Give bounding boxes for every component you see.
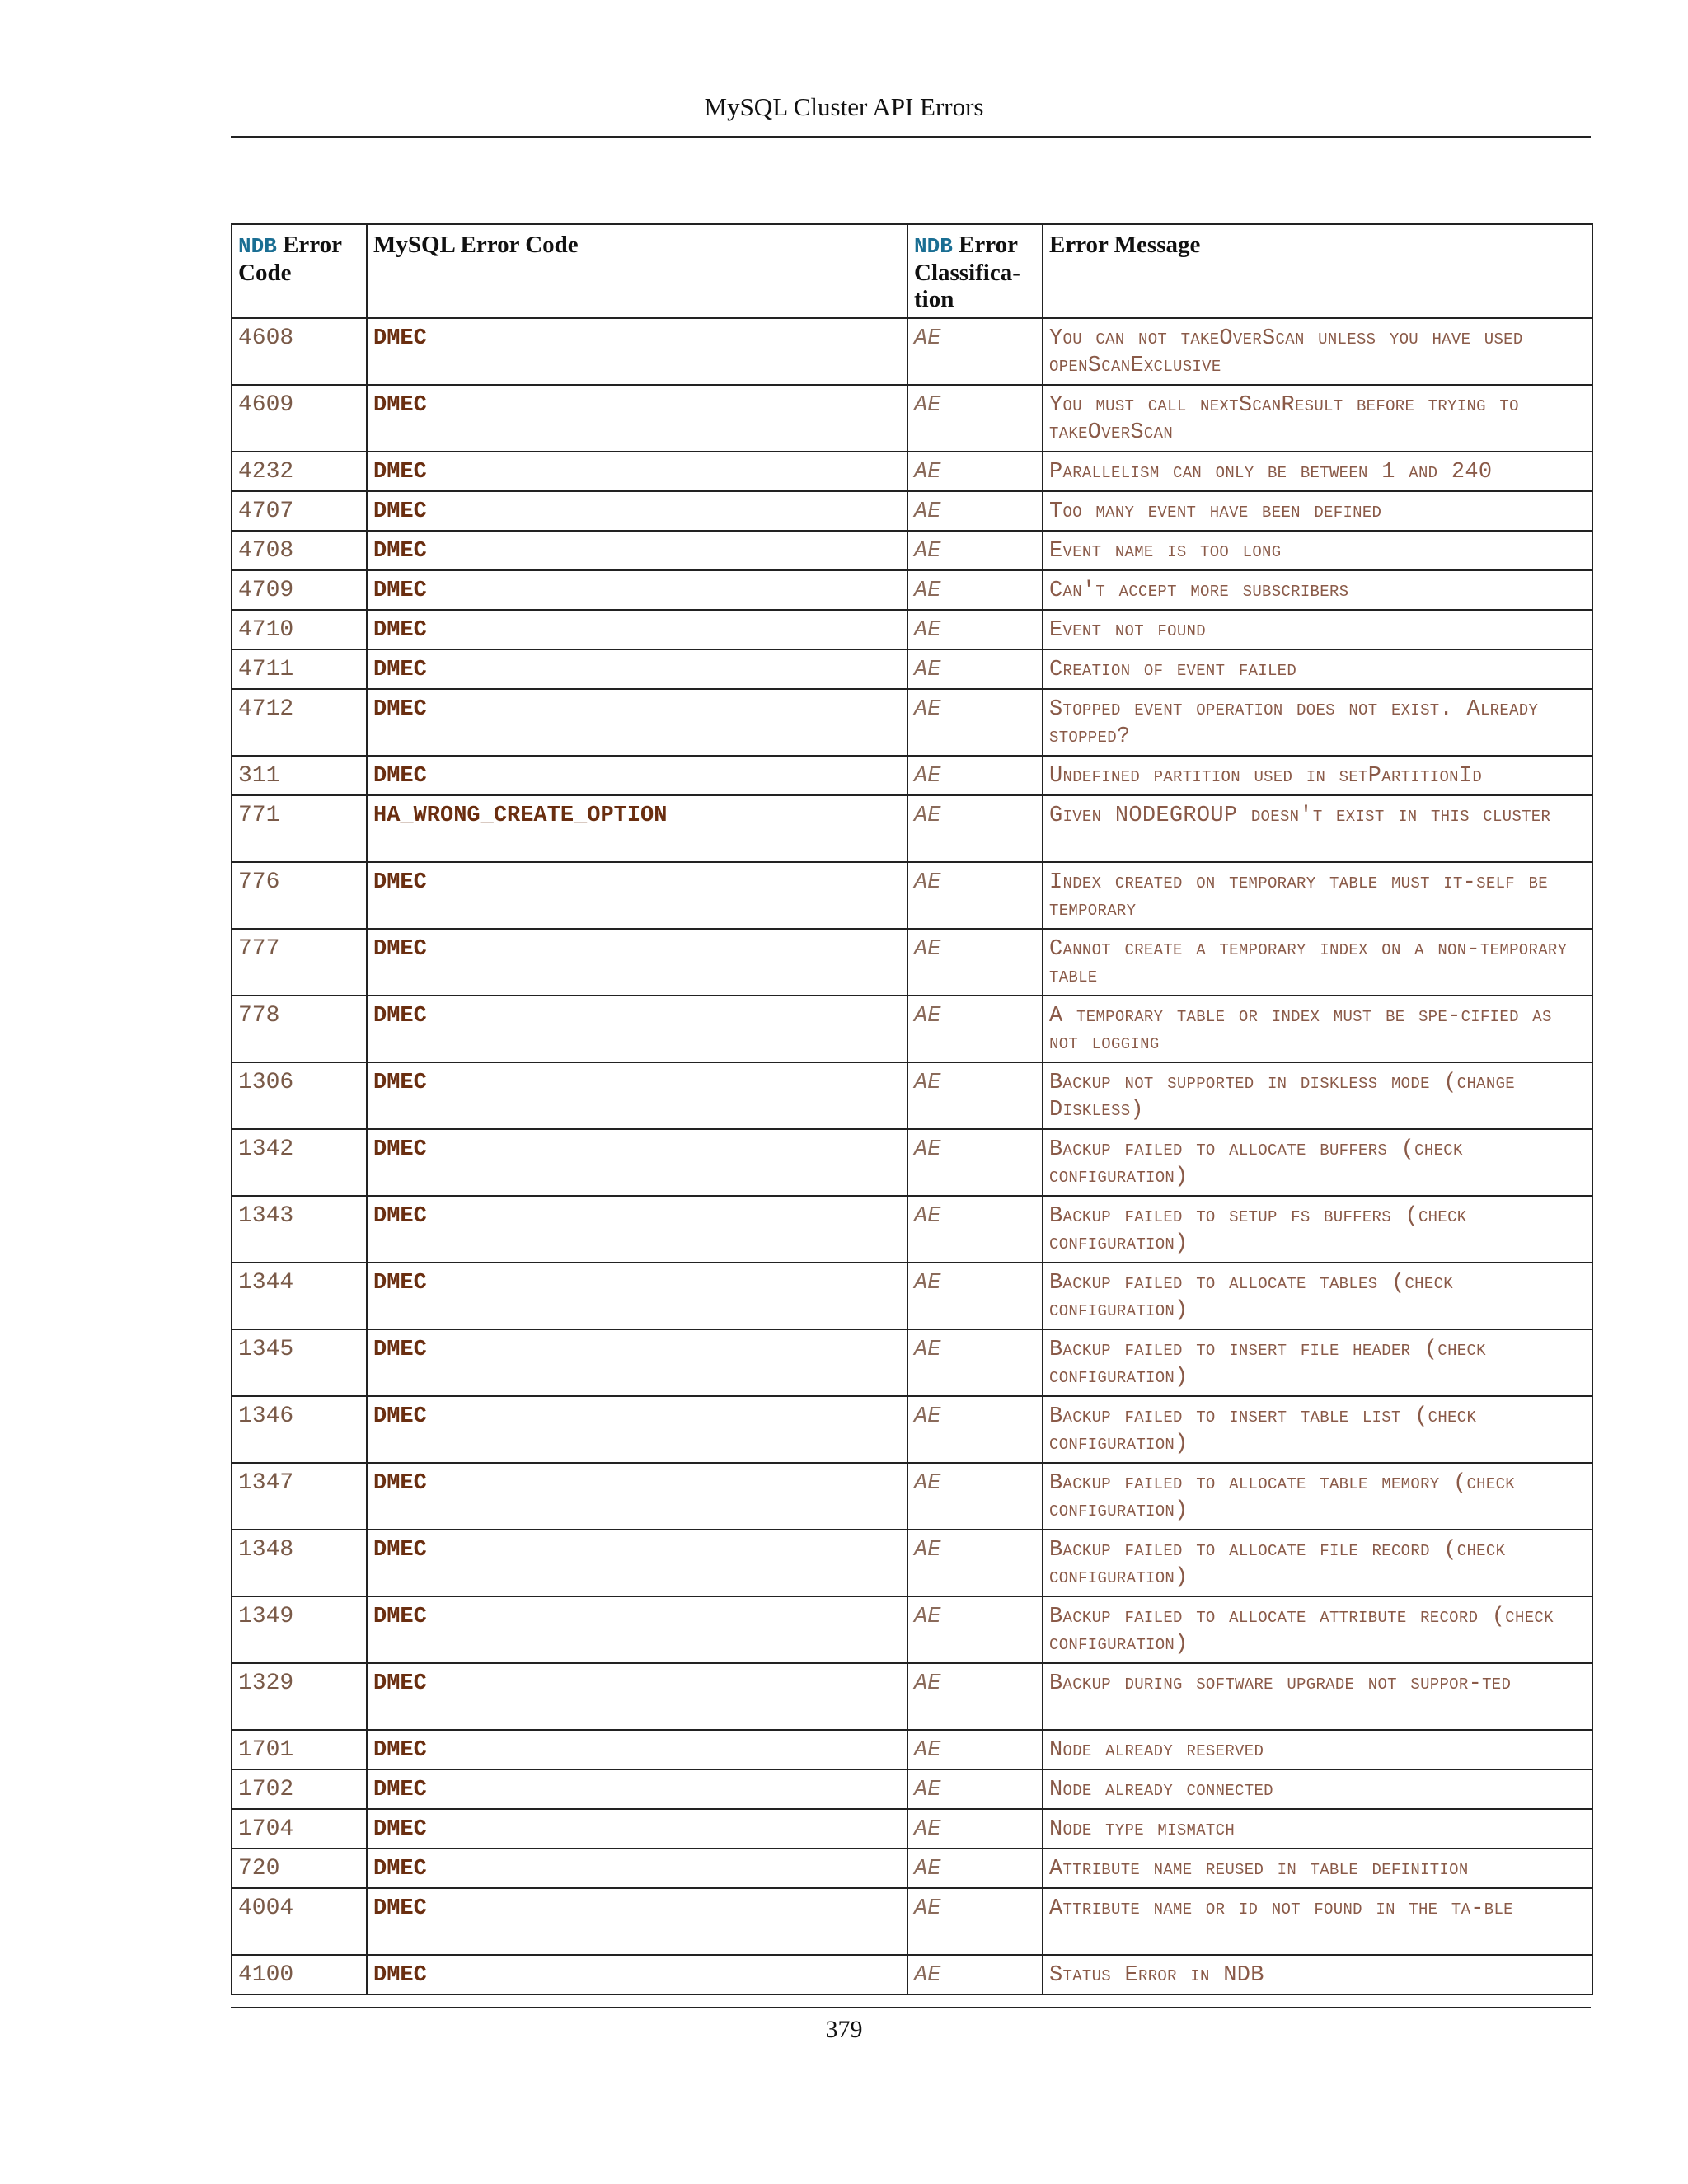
ndb-classification: AE [907, 929, 1043, 996]
error-message: Backup failed to insert file header (check configuration) [1043, 1329, 1592, 1396]
table-row [232, 929, 1592, 996]
mysql-error-code: DMEC [367, 929, 907, 996]
table-row [232, 1062, 1592, 1129]
error-message: Node type mismatch [1043, 1809, 1592, 1849]
page-header-title: MySQL Cluster API Errors [704, 92, 984, 121]
table-row [232, 795, 1592, 862]
ndb-error-code: 4608 [232, 318, 367, 385]
ndb-classification: AE [907, 1888, 1043, 1955]
ndb-classification: AE [907, 1955, 1043, 1994]
table-row [232, 996, 1592, 1062]
error-table [231, 223, 1593, 1995]
ndb-classification: AE [907, 649, 1043, 689]
table-row [232, 531, 1592, 570]
mysql-error-code: DMEC [367, 1263, 907, 1329]
ndb-classification: AE [907, 1809, 1043, 1849]
mysql-error-code: DMEC [367, 1769, 907, 1809]
ndb-error-code: 4232 [232, 452, 367, 491]
table-row [232, 385, 1592, 452]
mysql-error-code: DMEC [367, 385, 907, 452]
col-header-text: Error Message [1049, 232, 1201, 258]
ndb-label: NDB [238, 234, 277, 259]
error-message: Backup failed to allocate file record (check configuration) [1043, 1530, 1592, 1596]
footer-rule [231, 2007, 1591, 2008]
ndb-classification: AE [907, 1769, 1043, 1809]
ndb-error-code: 1349 [232, 1596, 367, 1663]
ndb-error-code: 4708 [232, 531, 367, 570]
ndb-error-code: 4712 [232, 689, 367, 756]
error-message: Backup failed to allocate table memory (check configuration) [1043, 1463, 1592, 1530]
mysql-error-code: DMEC [367, 689, 907, 756]
ndb-error-code: 4100 [232, 1955, 367, 1994]
ndb-classification: AE [907, 385, 1043, 452]
error-message: You must call nextScanResult before trying to takeOverScan [1043, 385, 1592, 452]
table-row [232, 1955, 1592, 1994]
ndb-label: NDB [914, 234, 953, 259]
ndb-error-code: 1701 [232, 1730, 367, 1769]
ndb-classification: AE [907, 689, 1043, 756]
table-row [232, 1769, 1592, 1809]
table-row [232, 452, 1592, 491]
table-row [232, 1196, 1592, 1263]
ndb-error-code: 1348 [232, 1530, 367, 1596]
ndb-error-code: 1343 [232, 1196, 367, 1263]
ndb-error-code: 1329 [232, 1663, 367, 1730]
mysql-error-code: DMEC [367, 1329, 907, 1396]
mysql-error-code: DMEC [367, 610, 907, 649]
table-row [232, 1730, 1592, 1769]
error-message: Backup failed to allocate tables (check configuration) [1043, 1263, 1592, 1329]
ndb-error-code: 1704 [232, 1809, 367, 1849]
table-row [232, 491, 1592, 531]
mysql-error-code: DMEC [367, 1530, 907, 1596]
mysql-error-code: DMEC [367, 1196, 907, 1263]
ndb-classification: AE [907, 1196, 1043, 1263]
col-header-ndb-classification [907, 224, 1043, 318]
mysql-error-code: DMEC [367, 1062, 907, 1129]
error-message: You can not takeOverScan unless you have used openScanExclusive [1043, 318, 1592, 385]
error-message: Parallelism can only be between 1 and 240 [1043, 452, 1592, 491]
ndb-classification: AE [907, 570, 1043, 610]
mysql-error-code: DMEC [367, 1396, 907, 1463]
mysql-error-code: DMEC [367, 1809, 907, 1849]
ndb-error-code: 1342 [232, 1129, 367, 1196]
ndb-classification: AE [907, 452, 1043, 491]
ndb-classification: AE [907, 1263, 1043, 1329]
mysql-error-code: HA_WRONG_CREATE_OPTION [367, 795, 907, 862]
ndb-error-code: 4609 [232, 385, 367, 452]
page-number: 379 [825, 2016, 863, 2043]
col-header-error-message [1043, 224, 1592, 318]
error-message: Backup failed to allocate buffers (check configuration) [1043, 1129, 1592, 1196]
ndb-error-code: 4707 [232, 491, 367, 531]
ndb-classification: AE [907, 1663, 1043, 1730]
ndb-error-code: 778 [232, 996, 367, 1062]
error-message: Given NODEGROUP doesn't exist in this cluster [1043, 795, 1592, 862]
mysql-error-code: DMEC [367, 756, 907, 795]
ndb-error-code: 4711 [232, 649, 367, 689]
ndb-classification: AE [907, 756, 1043, 795]
error-message: Event name is too long [1043, 531, 1592, 570]
ndb-classification: AE [907, 1730, 1043, 1769]
ndb-error-code: 4004 [232, 1888, 367, 1955]
mysql-error-code: DMEC [367, 531, 907, 570]
error-message: Status Error in NDB [1043, 1955, 1592, 1994]
ndb-classification: AE [907, 491, 1043, 531]
error-message: Event not found [1043, 610, 1592, 649]
mysql-error-code: DMEC [367, 1849, 907, 1888]
mysql-error-code: DMEC [367, 570, 907, 610]
ndb-classification: AE [907, 1849, 1043, 1888]
error-message: Node already reserved [1043, 1730, 1592, 1769]
table-row [232, 1849, 1592, 1888]
error-message: Creation of event failed [1043, 649, 1592, 689]
mysql-error-code: DMEC [367, 996, 907, 1062]
mysql-error-code: DMEC [367, 1663, 907, 1730]
ndb-classification: AE [907, 1530, 1043, 1596]
col-header-text: MySQL Error Code [373, 232, 579, 258]
ndb-error-code: 1346 [232, 1396, 367, 1463]
mysql-error-code: DMEC [367, 649, 907, 689]
ndb-error-code: 777 [232, 929, 367, 996]
mysql-error-code: DMEC [367, 1596, 907, 1663]
error-message: Too many event have been defined [1043, 491, 1592, 531]
mysql-error-code: DMEC [367, 491, 907, 531]
ndb-error-code: 1345 [232, 1329, 367, 1396]
col-header-mysql-error-code [367, 224, 907, 318]
mysql-error-code: DMEC [367, 1955, 907, 1994]
error-message: Index created on temporary table must it-self be temporary [1043, 862, 1592, 929]
mysql-error-code: DMEC [367, 862, 907, 929]
mysql-error-code: DMEC [367, 1129, 907, 1196]
ndb-error-code: 1306 [232, 1062, 367, 1129]
error-message: Backup failed to setup fs buffers (check configuration) [1043, 1196, 1592, 1263]
col-header-ndb-error-code [232, 224, 367, 318]
table-row [232, 1888, 1592, 1955]
error-message: Stopped event operation does not exist. Already stopped? [1043, 689, 1592, 756]
mysql-error-code: DMEC [367, 1888, 907, 1955]
table-row [232, 318, 1592, 385]
ndb-classification: AE [907, 1062, 1043, 1129]
table-row [232, 1463, 1592, 1530]
error-message: Attribute name reused in table definition [1043, 1849, 1592, 1888]
mysql-error-code: DMEC [367, 1730, 907, 1769]
table-header-row [232, 224, 1592, 318]
ndb-classification: AE [907, 1463, 1043, 1530]
table-row [232, 756, 1592, 795]
table-row [232, 1663, 1592, 1730]
ndb-error-code: 771 [232, 795, 367, 862]
error-message: Backup failed to allocate attribute record (check configuration) [1043, 1596, 1592, 1663]
ndb-classification: AE [907, 996, 1043, 1062]
ndb-error-code: 1344 [232, 1263, 367, 1329]
ndb-classification: AE [907, 531, 1043, 570]
table-row [232, 1329, 1592, 1396]
table-row [232, 1809, 1592, 1849]
table-row [232, 689, 1592, 756]
table-row [232, 1530, 1592, 1596]
error-message: Can't accept more subscribers [1043, 570, 1592, 610]
table-row [232, 1396, 1592, 1463]
ndb-classification: AE [907, 610, 1043, 649]
table-row [232, 1263, 1592, 1329]
ndb-error-code: 311 [232, 756, 367, 795]
ndb-classification: AE [907, 318, 1043, 385]
ndb-error-code: 720 [232, 1849, 367, 1888]
table-row [232, 610, 1592, 649]
col-header-text: Error Code [238, 232, 342, 286]
ndb-classification: AE [907, 1329, 1043, 1396]
mysql-error-code: DMEC [367, 318, 907, 385]
ndb-classification: AE [907, 862, 1043, 929]
ndb-classification: AE [907, 795, 1043, 862]
ndb-classification: AE [907, 1129, 1043, 1196]
ndb-error-code: 1347 [232, 1463, 367, 1530]
ndb-classification: AE [907, 1596, 1043, 1663]
error-message: Node already connected [1043, 1769, 1592, 1809]
table-row [232, 1129, 1592, 1196]
mysql-error-code: DMEC [367, 1463, 907, 1530]
ndb-classification: AE [907, 1396, 1043, 1463]
ndb-error-code: 4709 [232, 570, 367, 610]
ndb-error-code: 776 [232, 862, 367, 929]
error-message: Backup during software upgrade not suppor-ted [1043, 1663, 1592, 1730]
header-rule [231, 136, 1591, 138]
error-message: Undefined partition used in setPartitionId [1043, 756, 1592, 795]
mysql-error-code: DMEC [367, 452, 907, 491]
col-header-text: Error Classifica-tion [914, 232, 1020, 312]
error-message: Backup failed to insert table list (check configuration) [1043, 1396, 1592, 1463]
error-message: Attribute name or id not found in the ta-ble [1043, 1888, 1592, 1955]
error-message: Cannot create a temporary index on a non-temporary table [1043, 929, 1592, 996]
table-row [232, 862, 1592, 929]
table-row [232, 649, 1592, 689]
ndb-error-code: 4710 [232, 610, 367, 649]
table-row [232, 570, 1592, 610]
table-row [232, 1596, 1592, 1663]
error-message: A temporary table or index must be spe-cified as not logging [1043, 996, 1592, 1062]
ndb-error-code: 1702 [232, 1769, 367, 1809]
error-message: Backup not supported in diskless mode (change Diskless) [1043, 1062, 1592, 1129]
